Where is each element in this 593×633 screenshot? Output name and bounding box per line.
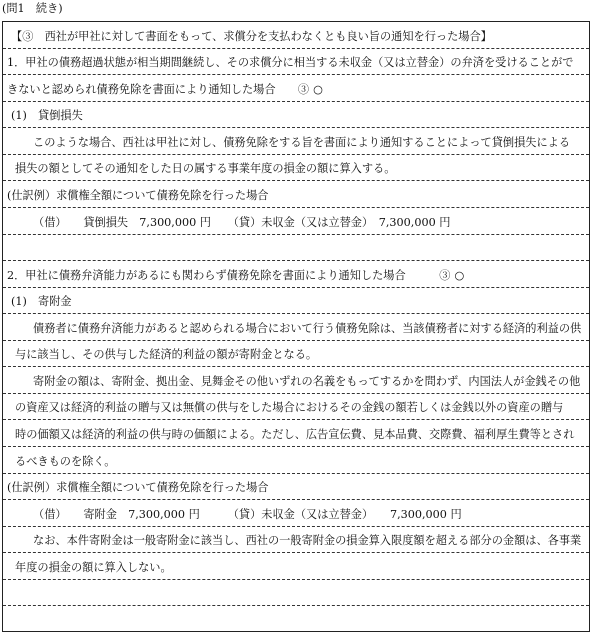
line-text: 時の価額又は経済的利益の供与時の価額による。ただし、広告宣伝費、見本品費、交際費、福利厚生費等とされ (15, 428, 575, 442)
line-text: (1) 貸倒損失 (11, 109, 83, 123)
line-text: なお、本件寄附金は一般寄附金に該当し、西社の一般寄附金の損金算入限度額を超える部分の金額は、各事業 (33, 534, 582, 548)
text-line (3, 500, 589, 527)
text-line (3, 580, 589, 607)
line-text: 年度の損金の額に算入しない。 (15, 560, 172, 574)
text-line (3, 553, 589, 580)
text-line (3, 181, 589, 208)
text-line (3, 474, 589, 501)
text-line (3, 420, 589, 447)
text-line (3, 235, 589, 262)
line-text: 1．甲社の債務超過状態が相当期間継続し、その求償分に相当する未収金（又は立替金）の弁済を受けることがで (7, 56, 574, 70)
line-text: 損失の額としてその通知をした日の属する事業年度の損金の額に算入する。 (15, 162, 396, 176)
text-line (3, 447, 589, 474)
line-text: (1) 寄附金 (11, 295, 72, 309)
circle-mark-icon: ○ (313, 82, 323, 96)
text-line (3, 75, 589, 102)
circle-mark-icon: ○ (454, 268, 465, 282)
line-text: (仕訳例）求償権全額について債務免除を行った場合 (7, 188, 269, 202)
line-text: 与に該当し、その供与した経済的利益の額が寄附金となる。 (15, 348, 318, 362)
text-line (3, 606, 589, 633)
line-text: 2．甲社に債務弁済能力があるにも関わらず債務免除を書面により通知した場合 ③ ○ (7, 268, 465, 282)
line-text: （借） 寄附金 7,300,000 円 （貸）未収金（又は立替金） 7,300,000 円 (33, 507, 462, 521)
line-text: このような場合、西社は甲社に対し、債務免除をする旨を書面により通知することによって貸倒損失による (33, 135, 571, 149)
text-line (3, 367, 589, 394)
text-line (3, 102, 589, 129)
text-line (3, 22, 589, 49)
line-text: の資産又は経済的利益の贈与又は無償の供与をした場合におけるその金銭の額若しくは金銭以外の資産の贈与 (15, 401, 564, 415)
line-text: 寄附金の額は、寄附金、拠出金、見舞金その他いずれの名義をもってするかを問わず、内国法人が金銭その他 (33, 374, 581, 388)
line-text: るべきものを除く。 (15, 454, 116, 468)
text-line (3, 314, 589, 341)
line-text: (仕訳例）求償権全額について債務免除を行った場合 (7, 481, 269, 495)
line-text: きないと認められ債務免除を書面により通知した場合 ③ ○ (7, 82, 323, 96)
answer-box (2, 21, 590, 632)
line-text: 債務者に債務弁済能力があると認められる場合において行う債務免除は、当該債務者に対する経済的利益の供 (33, 321, 582, 335)
text-line (3, 208, 589, 235)
text-line (3, 155, 589, 182)
text-line (3, 128, 589, 155)
text-line (3, 288, 589, 315)
text-line (3, 261, 589, 288)
caption: (問1 続き) (2, 2, 63, 15)
text-line (3, 527, 589, 554)
line-text: （借） 貸倒損失 7,300,000 円 （貸）未収金（又は立替金） 7,300,000 円 (33, 215, 451, 229)
text-line (3, 394, 589, 421)
text-line (3, 341, 589, 368)
text-line (3, 49, 589, 76)
line-text: 【③ 西社が甲社に対して書面をもって、求償分を支払わなくとも良い旨の通知を行った場合】 (11, 29, 492, 43)
